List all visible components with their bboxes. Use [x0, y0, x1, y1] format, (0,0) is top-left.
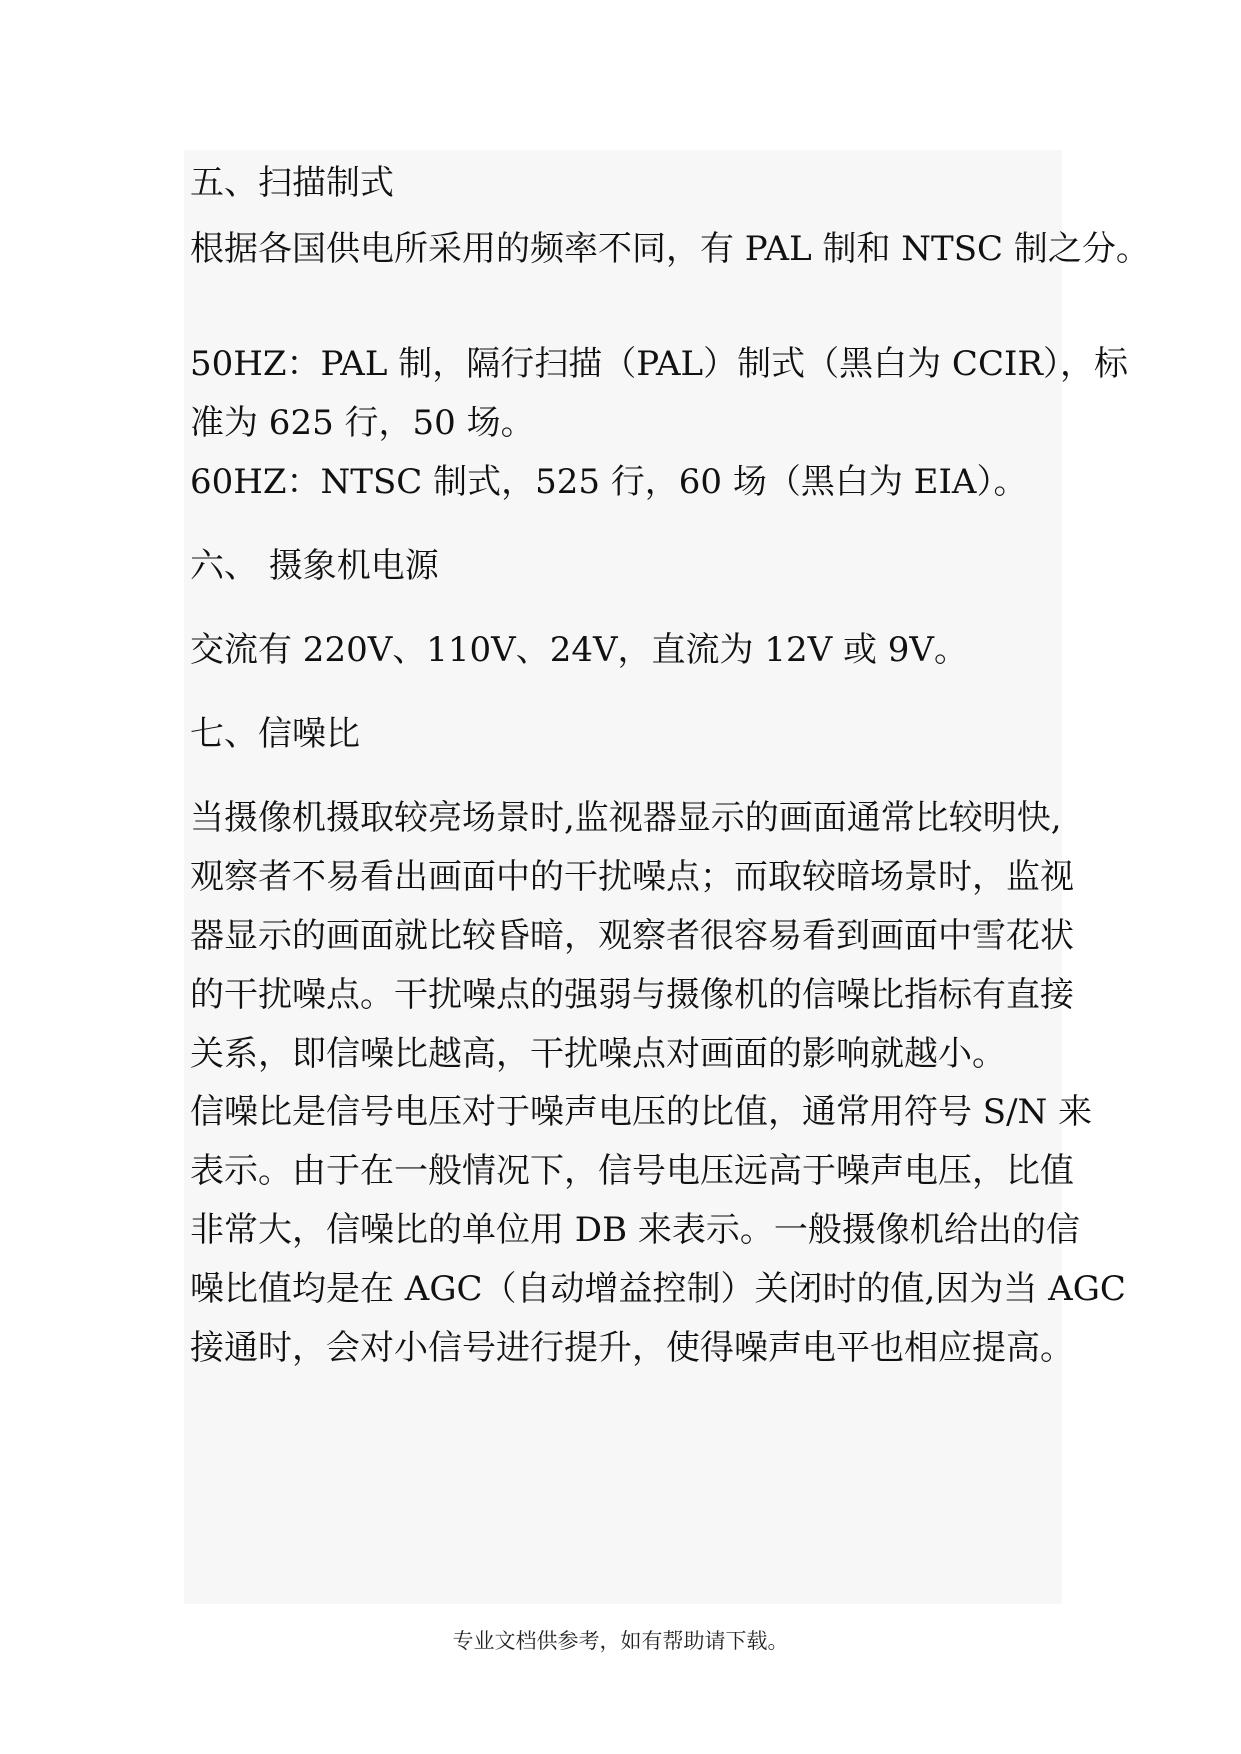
page-footer: 专业文档供参考，如有帮助请下载。	[452, 1629, 789, 1653]
text-line: 信噪比是信号电压对于噪声电压的比值，通常用符号 S/N 来	[190, 1092, 1093, 1132]
text-line: 噪比值均是在 AGC（自动增益控制）关闭时的值,因为当 AGC	[190, 1269, 1126, 1309]
text-line: 当摄像机摄取较亮场景时,监视器显示的画面通常比较明快,	[190, 798, 1062, 838]
pal-50hz-line-2: 准为 625 行，50 场。	[190, 403, 535, 443]
section-six-heading: 六、 摄象机电源	[190, 546, 439, 586]
text-line: 表示。由于在一般情况下，信号电压远高于噪声电压，比值	[190, 1151, 1074, 1191]
ntsc-60hz-line: 60HZ：NTSC 制式，525 行，60 场（黑白为 EIA）。	[190, 462, 1028, 502]
section-six-paragraph: 交流有 220V、110V、24V，直流为 12V 或 9V。	[190, 630, 968, 670]
section-five-heading: 五、扫描制式	[190, 163, 394, 203]
text-line: 非常大，信噪比的单位用 DB 来表示。一般摄像机给出的信	[190, 1210, 1080, 1250]
text-line: 观察者不易看出画面中的干扰噪点；而取较暗场景时，监视	[190, 857, 1074, 897]
text-line: 接通时，会对小信号进行提升，使得噪声电平也相应提高。	[190, 1328, 1074, 1368]
section-five-paragraph: 根据各国供电所采用的频率不同，有 PAL 制和 NTSC 制之分。	[190, 229, 1150, 269]
text-line: 器显示的画面就比较昏暗，观察者很容易看到画面中雪花状	[190, 916, 1074, 956]
section-seven-heading: 七、信噪比	[190, 714, 360, 754]
text-line: 关系，即信噪比越高，干扰噪点对画面的影响就越小。	[190, 1034, 1006, 1074]
pal-50hz-line-1: 50HZ：PAL 制，隔行扫描（PAL）制式（黑白为 CCIR），标	[190, 344, 1128, 384]
text-line: 的干扰噪点。干扰噪点的强弱与摄像机的信噪比指标有直接	[190, 975, 1074, 1015]
